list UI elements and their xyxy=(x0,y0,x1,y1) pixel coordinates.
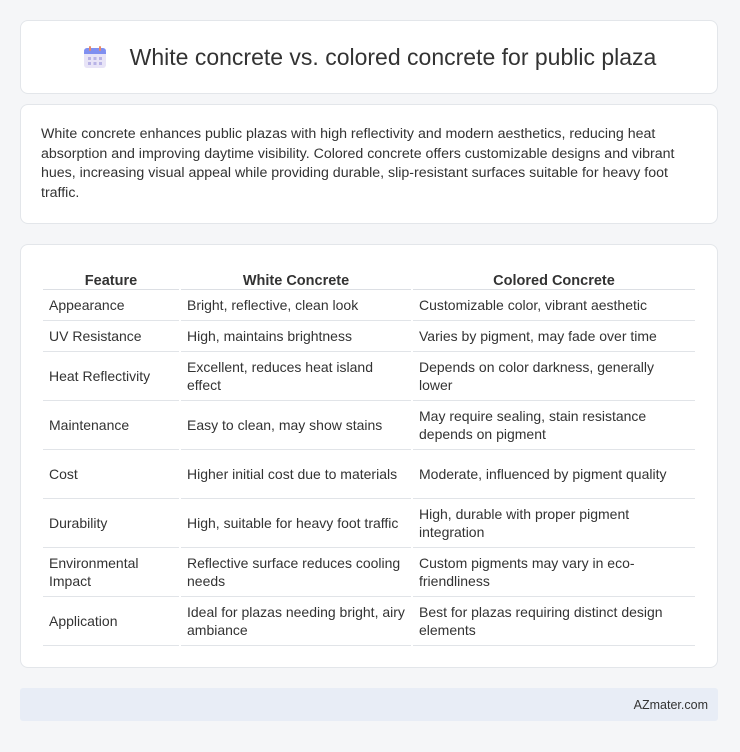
table-row xyxy=(43,401,695,450)
footer xyxy=(20,688,718,721)
colored-cell: May require sealing, stain resistance depends on pigment xyxy=(413,401,695,450)
feature-cell: UV Resistance xyxy=(43,321,179,352)
colored-cell: Varies by pigment, may fade over time xyxy=(413,321,695,352)
footer-site-link[interactable]: AZmater.com xyxy=(633,697,708,712)
table-row xyxy=(43,321,695,352)
white-cell: High, suitable for heavy foot traffic xyxy=(181,499,411,548)
comparison-table xyxy=(41,265,697,646)
white-cell: Excellent, reduces heat island effect xyxy=(181,352,411,401)
table-header-row xyxy=(43,265,695,290)
header-feature: Feature xyxy=(43,265,179,290)
table-row xyxy=(43,597,695,646)
table-row xyxy=(43,450,695,499)
header-white-concrete: White Concrete xyxy=(181,265,411,290)
colored-cell: Custom pigments may vary in eco-friendliness xyxy=(413,548,695,597)
colored-cell: Depends on color darkness, generally lower xyxy=(413,352,695,401)
feature-cell: Heat Reflectivity xyxy=(43,352,179,401)
white-cell: Ideal for plazas needing bright, airy ambiance xyxy=(181,597,411,646)
feature-cell: Appearance xyxy=(43,290,179,321)
page-title: White concrete vs. colored concrete for public plaza xyxy=(129,43,657,70)
feature-cell: Environmental Impact xyxy=(43,548,179,597)
table-row xyxy=(43,548,695,597)
colored-cell: Customizable color, vibrant aesthetic xyxy=(413,290,695,321)
white-cell: Higher initial cost due to materials xyxy=(181,450,411,499)
colored-cell: Moderate, influenced by pigment quality xyxy=(413,450,695,499)
white-cell: Easy to clean, may show stains xyxy=(181,401,411,450)
white-cell: High, maintains brightness xyxy=(181,321,411,352)
title-card xyxy=(20,20,718,94)
table-row xyxy=(43,290,695,321)
colored-cell: Best for plazas requiring distinct design elements xyxy=(413,597,695,646)
table-card xyxy=(20,244,718,668)
white-cell: Reflective surface reduces cooling needs xyxy=(181,548,411,597)
feature-cell: Application xyxy=(43,597,179,646)
summary-card xyxy=(20,104,718,224)
table-row xyxy=(43,499,695,548)
colored-cell: High, durable with proper pigment integration xyxy=(413,499,695,548)
feature-cell: Cost xyxy=(43,450,179,499)
table-row xyxy=(43,352,695,401)
summary-text: White concrete enhances public plazas with high reflectivity and modern aesthetics, reducing heat absorption and improving daytime visibility. Colored concrete offers customizable designs and vibrant hues, increasing visual appeal while providing durable, slip-resistant surfaces suitable for heavy foot traffic. xyxy=(41,126,675,201)
title-wrap xyxy=(82,44,657,71)
feature-cell: Maintenance xyxy=(43,401,179,450)
white-cell: Bright, reflective, clean look xyxy=(181,290,411,321)
calendar-icon xyxy=(82,44,108,70)
feature-cell: Durability xyxy=(43,499,179,548)
header-colored-concrete: Colored Concrete xyxy=(413,265,695,290)
